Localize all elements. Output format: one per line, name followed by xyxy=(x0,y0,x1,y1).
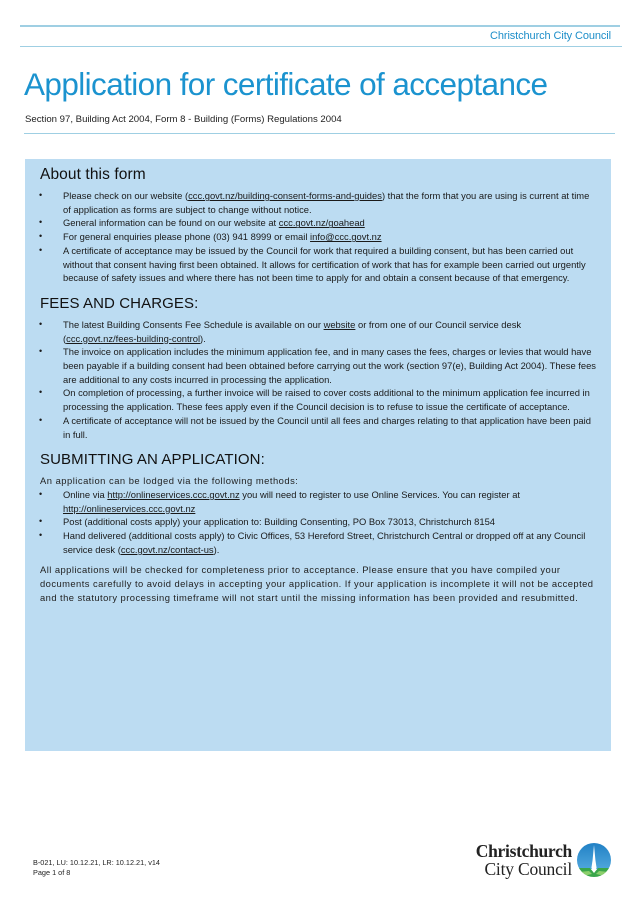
bullet-icon: • xyxy=(39,488,43,499)
submitting-closing: All applications will be checked for completeness prior to acceptance. Please ensure that you have compiled your documents carefully to avoid delays in accepting your application. If your application is incomplete it will not be accepted and the statutory processing timeframe will not start until the missing information has been provided and resubmitted. xyxy=(40,564,594,603)
list-item xyxy=(40,230,597,244)
bullet-icon: • xyxy=(39,244,43,255)
info-panel xyxy=(25,159,611,751)
header-rule-top xyxy=(20,25,620,27)
item-text: or from one of our Council service desk ( xyxy=(63,318,522,344)
subtitle-rule xyxy=(24,133,615,134)
link-online-services-register[interactable]: http://onlineservices.ccc.govt.nz xyxy=(63,502,196,514)
page-number: Page 1 of 8 xyxy=(33,867,71,877)
item-text: For general enquiries please phone (03) 941 8999 or email xyxy=(63,231,311,243)
bullet-icon: • xyxy=(39,387,43,398)
cathedral-spire-icon xyxy=(576,842,612,880)
bullet-icon: • xyxy=(39,231,43,242)
section-heading-fees: FEES AND CHARGES: xyxy=(40,294,199,312)
link-website[interactable]: website xyxy=(323,318,356,330)
header-rule-bottom xyxy=(20,46,622,47)
bullet-icon: • xyxy=(39,516,43,527)
item-text: Post (additional costs apply) your application to: Building Consenting, PO Box 73013, Christchurch 8154 xyxy=(63,516,496,528)
section-heading-submitting: SUBMITTING AN APPLICATION: xyxy=(40,451,265,469)
item-text: ). xyxy=(200,332,206,344)
link-email-info[interactable]: info@ccc.govt.nz xyxy=(310,231,382,243)
document-code: B-021, LU: 10.12.21, LR: 10.12.21, v14 xyxy=(33,858,160,867)
item-text: A certificate of acceptance will not be issued by the Council until all fees and charges relating to that application have been paid in full. xyxy=(63,414,591,440)
about-list xyxy=(40,189,597,285)
bullet-icon: • xyxy=(39,217,43,228)
list-item xyxy=(40,488,597,515)
footer-meta xyxy=(33,858,160,877)
link-online-services[interactable]: http://onlineservices.ccc.govt.nz xyxy=(107,488,240,500)
item-text: The latest Building Consents Fee Schedule is available on our xyxy=(63,318,324,330)
item-text: A certificate of acceptance may be issued by the Council for work that required a building consent, but has been carried out without that consent having first been obtained. It allows for certification of work that has for example been carried out urgently because of safety issues and where there has not been time to apply for and obtain a consent because of that emergency. xyxy=(63,244,586,284)
list-item xyxy=(40,386,597,413)
submitting-intro: An application can be lodged via the following methods: xyxy=(40,475,299,487)
item-text: On completion of processing, a further invoice will be raised to cover costs additional to the minimum application fee incurred in processing the application. These fees apply even if the Council decision is to refuse to issue the certificate of acceptance. xyxy=(63,387,590,413)
item-text: Hand delivered (additional costs apply) to Civic Offices, 53 Hereford Street, Christchurch Central or dropped off at any Council service desk ( xyxy=(63,530,586,555)
fees-list xyxy=(40,318,597,441)
item-text: General information can be found on our website at xyxy=(63,217,279,229)
link-forms-and-guides[interactable]: ccc.govt.nz/building-consent-forms-and-guides xyxy=(188,190,382,201)
item-text: ). xyxy=(213,543,220,555)
link-contact-us[interactable]: ccc.govt.nz/contact-us xyxy=(120,543,214,555)
item-text: The invoice on application includes the minimum application fee, and in many cases the fees, charges or levies that would have been payable if a building consent had been obtained before carrying out the work (section 97(e), Building Act 2004). These fees are additional to any costs incurred in processing the application. xyxy=(63,346,596,385)
section-heading-about: About this form xyxy=(40,166,146,183)
list-item xyxy=(40,244,597,285)
item-text: Please check on our website ( xyxy=(63,190,189,201)
bullet-icon: • xyxy=(39,190,43,200)
logo-text-line1: Christchurch xyxy=(475,841,572,861)
list-item xyxy=(40,216,597,230)
list-item xyxy=(40,529,597,556)
bullet-icon: • xyxy=(39,318,43,329)
list-item xyxy=(40,318,597,345)
page-subtitle: Section 97, Building Act 2004, Form 8 - Building (Forms) Regulations 2004 xyxy=(25,114,342,125)
item-text: ) that the form that you are using is current at time of application as forms are subject to change without notice. xyxy=(63,190,590,215)
list-item xyxy=(40,189,597,216)
list-item xyxy=(40,345,597,386)
logo-text-line2: City Council xyxy=(484,859,572,879)
bullet-icon: • xyxy=(39,530,43,541)
link-goahead[interactable]: ccc.govt.nz/goahead xyxy=(278,217,365,229)
page-title: Application for certificate of acceptance xyxy=(24,66,548,102)
item-text: Online via xyxy=(63,488,108,500)
link-fees-building-control[interactable]: ccc.govt.nz/fees-building-control xyxy=(66,332,201,344)
item-text: you will need to register to use Online Services. You can register at xyxy=(239,488,521,500)
bullet-icon: • xyxy=(39,346,43,357)
bullet-icon: • xyxy=(39,414,43,425)
council-logo xyxy=(456,840,616,884)
list-item xyxy=(40,515,597,529)
submitting-list xyxy=(40,488,597,557)
header-brand: Christchurch City Council xyxy=(490,30,611,42)
list-item xyxy=(40,414,597,441)
